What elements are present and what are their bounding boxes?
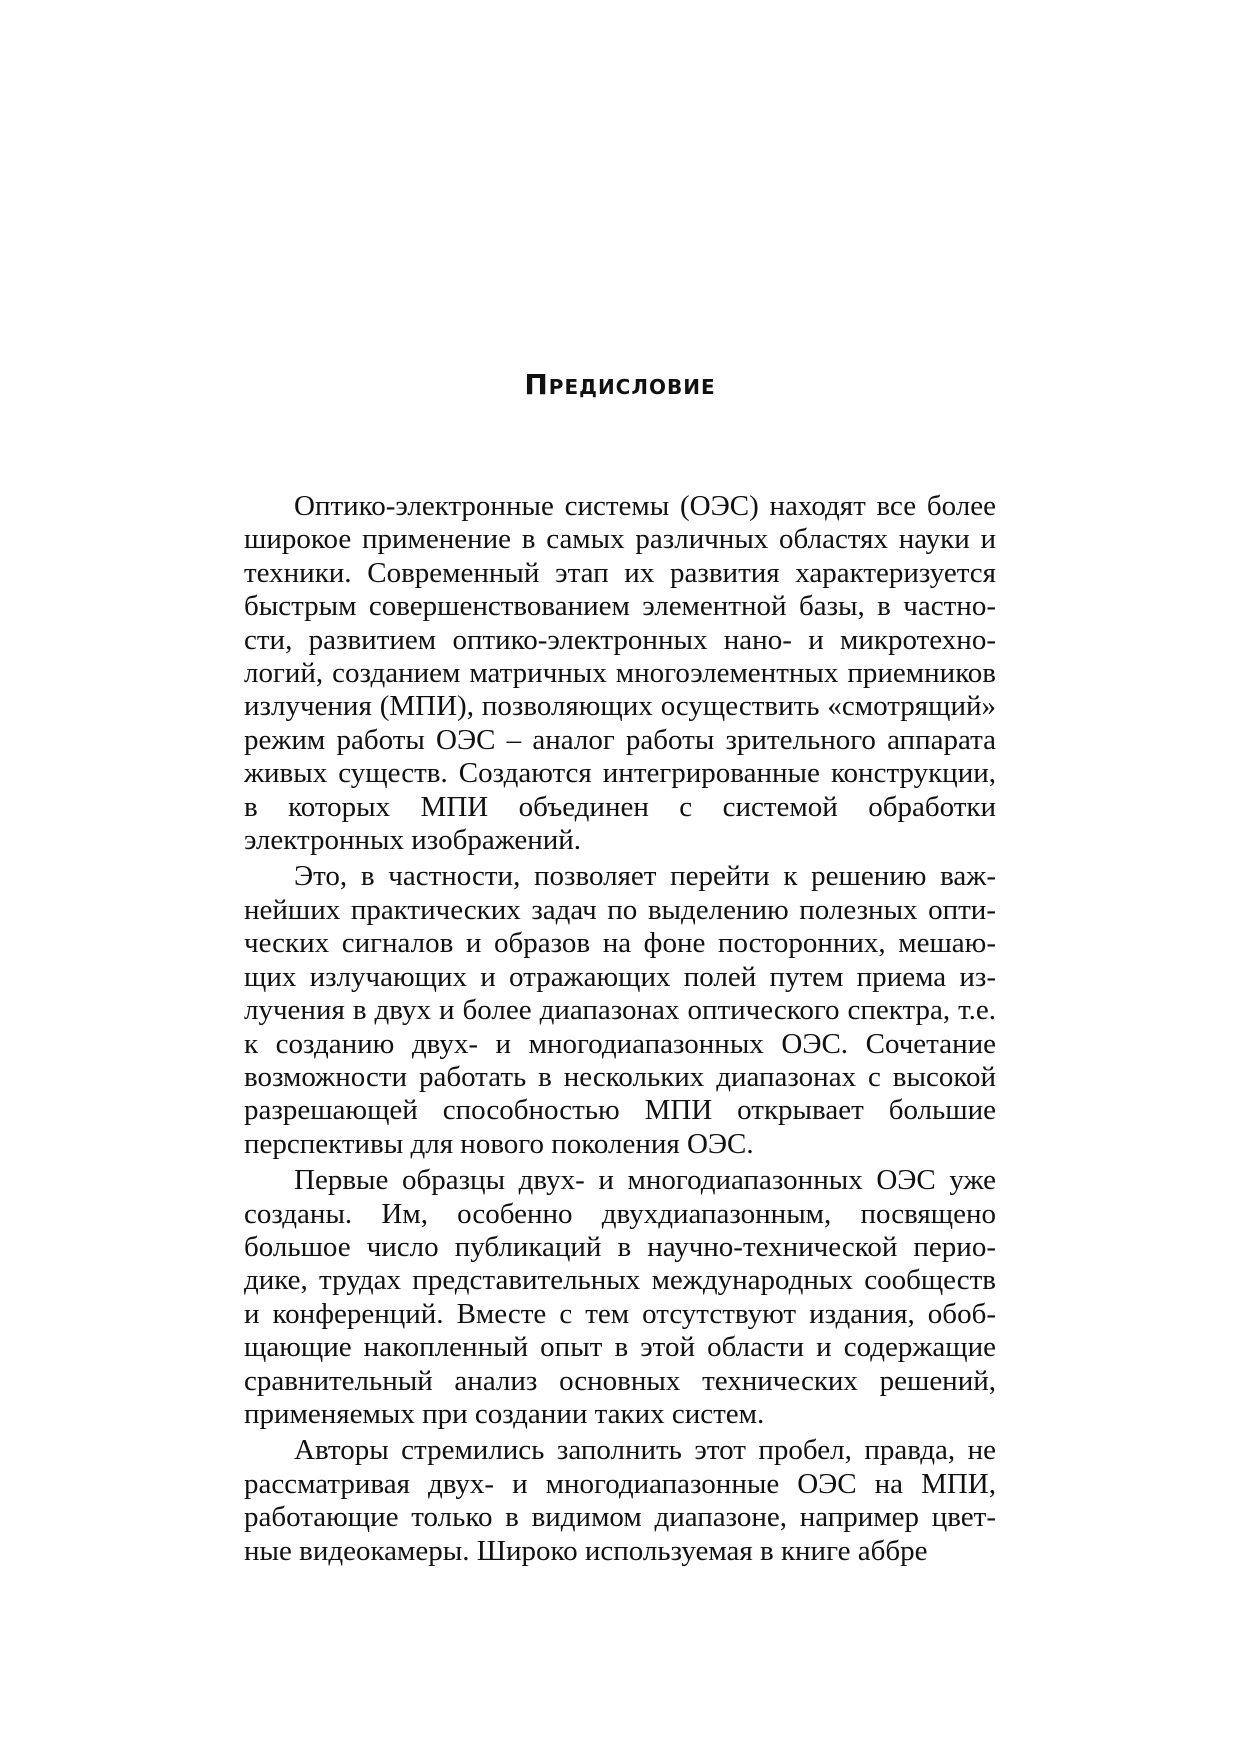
page-title: Предисловие: [524, 368, 716, 401]
paragraph: Первые образцы двух- и многодиапазонных ОЭС уже созданы. Им, особенно двухдиапазонным, посвящено большое число публикаций в научно-технической периодике, трудах представительных международных сообществ и конференций. Вместе с тем отсутствуют издания, обобщающие накопленный опыт в этой области и содержащие сравнительный анализ основных технических решений, применяемых при создании таких систем.: [244, 1164, 996, 1430]
paragraph: Авторы стремились заполнить этот пробел, правда, не рассматривая двух- и многодиапазонные ОЭС на МПИ, работающие только в видимом диапазоне, например цветные видеокамеры. Широко используемая в книге аббре: [244, 1434, 996, 1567]
body-text: [244, 490, 996, 1568]
paragraph: Это, в частности, позволяет перейти к решению важнейших практических задач по выделению полезных оптических сигналов и образов на фоне посторонних, мешающих излучающих и отражающих полей путем приема излучения в двух и более диапазонах оптического спектра, т.е. к созданию двух- и многодиапазонных ОЭС. Сочетание возможности работать в нескольких диапазонах с высокой разрешающей способностью МПИ открывает большие перспективы для нового поколения ОЭС.: [244, 860, 996, 1160]
paragraph: Оптико-электронные системы (ОЭС) находят все более широкое применение в самых различных областях науки и техники. Современный этап их развития характеризуется быстрым совершенствованием элементной базы, в частности, развитием оптико-электронных нано- и микротехнологий, созданием матричных многоэлементных приемников излучения (МПИ), позволяющих осуществить «смотрящий» режим работы ОЭС – аналог работы зрительного аппарата живых существ. Создаются интегрированные конструкции, в которых МПИ объединен с системой обработки электронных изображений.: [244, 490, 996, 857]
